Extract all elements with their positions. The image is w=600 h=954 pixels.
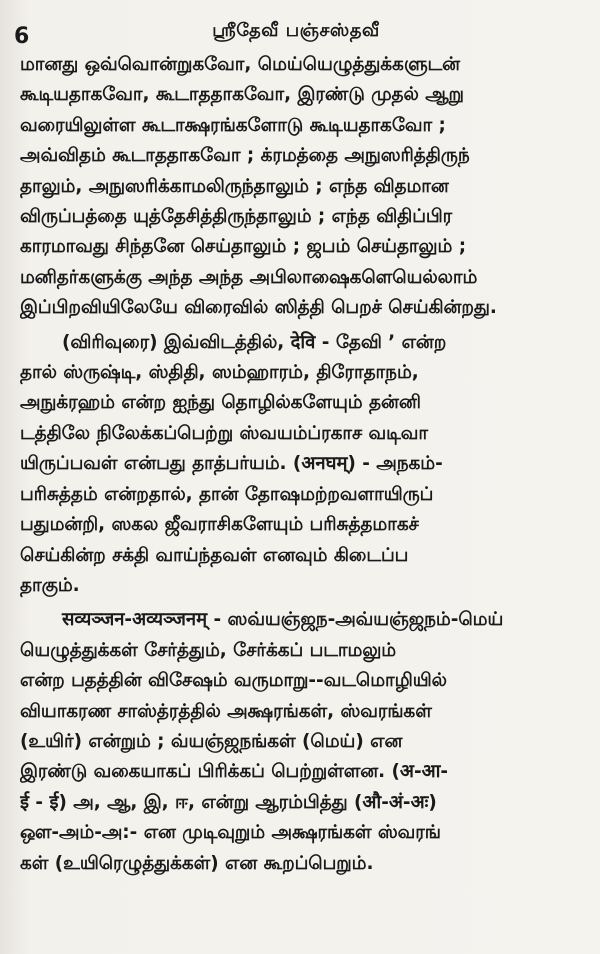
text-line: பதுமன்றி, ஸகல ஜீவராசிகளேயும் பரிசுத்தமாகச் — [20, 514, 419, 536]
text-line: தாகும். — [20, 574, 80, 596]
text-line: மானது ஒவ்வொன்றுகவோ, மெய்யெழுத்துக்களுடன் — [20, 54, 461, 75]
text-line: என்ற பதத்தின் விசேஷம் வருமாறு--வடமொழியில் — [20, 670, 447, 692]
text-line: கூடியதாகவோ, கூடாததாகவோ, இரண்டு முதல் ஆறு — [20, 84, 464, 106]
text-line: டத்திலே நிலேக்கப்பெற்று ஸ்வயம்ப்ரகாச வடிவா — [20, 422, 428, 444]
text-line: வரையிலுள்ள கூடாக்ஷரங்களோடு கூடியதாகவோ ; — [20, 114, 446, 136]
text-line: இப்பிறவியிலேயே விரைவில் ஸித்தி பெறச் செய்கின்றது. — [20, 297, 497, 319]
text-line: அவ்விதம் கூடாததாகவோ ; க்ரமத்தை அநுஸரித்திருந் — [20, 145, 470, 167]
text-line: ई - ई) அ, ஆ, இ, ஈ, என்று ஆரம்பித்து (औ-अं-अः) — [20, 791, 437, 813]
text-line: மனிதர்களுக்கு அந்த அந்த அபிலாஷைகளெயெல்லாம் — [20, 266, 478, 288]
paragraph-vyanjana — [14, 605, 578, 879]
text-line: விருப்பத்தை யுத்தேசித்திருந்தாலும் ; எந்த விதிப்பிர — [20, 206, 453, 228]
text-line: யெழுத்துக்கள் சேர்த்தும், சேர்க்கப் படாமலும் — [20, 639, 397, 661]
text-line: செய்கின்ற சக்தி வாய்ந்தவள் எனவும் கிடைப்ப — [20, 544, 409, 566]
text-line: தால் ஸ்ருஷ்டி, ஸ்திதி, ஸம்ஹாரம், திரோதாநம், — [20, 362, 419, 384]
text-line: பரிசுத்தம் என்றதால், தான் தோஷமற்றவளாயிருப் — [20, 483, 434, 505]
page-number: 6 — [14, 24, 30, 49]
running-title: ஸ்ரீதேவீ பஞ்சஸ்தவீ — [212, 20, 380, 41]
text-line: கள் (உயிரெழுத்துக்கள்) என கூறப்பெறும். — [20, 852, 374, 874]
text-line: காரமாவது சிந்தனே செய்தாலும் ; ஜபம் செய்தாலும் ; — [20, 236, 467, 258]
text-line: सव्यञ्जन-अव्यञ्जनम् - ஸவ்யஞ்ஜந-அவ்யஞ்ஜநம்-மெய் — [62, 609, 504, 631]
text-line: ஔ-அம்-அ:- என முடிவுறும் அக்ஷரங்கள் ஸ்வரங் — [20, 822, 441, 844]
text-line: யிருப்பவள் என்பது தாத்பர்யம். (अनघम्) - அநகம்- — [20, 453, 443, 475]
text-line: (உயிர்) என்றும் ; வ்யஞ்ஜநங்கள் (மெய்) என — [20, 730, 403, 752]
text-line: வியாகரண சாஸ்த்ரத்தில் அக்ஷரங்கள், ஸ்வரங்கள் — [20, 700, 432, 722]
text-line: அநுக்ரஹம் என்ற ஐந்து தொழில்களேயும் தன்னி — [20, 392, 421, 414]
text-line: (விரிவுரை) இவ்விடத்தில், देवि - தேவி ’ என்ற — [62, 331, 447, 353]
text-line: தாலும், அநுஸரிக்காமலிருந்தாலும் ; எந்த விதமான — [20, 175, 449, 197]
page-body — [14, 50, 578, 879]
paragraph-commentary — [14, 328, 578, 602]
paragraph-verse-meaning — [14, 50, 578, 324]
page-header — [14, 6, 578, 50]
text-line: இரண்டு வகையாகப் பிரிக்கப் பெற்றுள்ளன. (अ-आ- — [20, 761, 449, 783]
